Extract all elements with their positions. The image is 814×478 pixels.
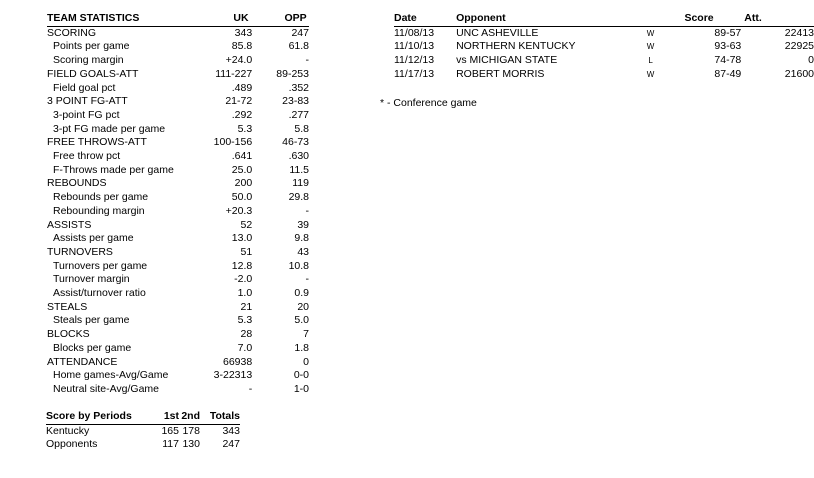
game-date: 11/12/13 [394,54,435,67]
uk-column-header: UK [180,12,252,26]
game-results-body [394,26,814,81]
stat-opp-value: 119 [292,177,309,190]
game-attendance: 0 [808,54,814,67]
stat-opp-value: 1-0 [293,382,309,395]
period-second-half: 130 [182,438,200,451]
stat-uk-value: 52 [240,218,253,231]
stat-label: Turnover margin [53,273,130,286]
stat-uk-value: 21-72 [225,95,253,108]
period-team: Kentucky [46,424,90,437]
stat-uk-value: .489 [231,81,253,94]
stat-label: Rebounding margin [53,204,145,217]
stat-opp-value: 29.8 [288,191,309,204]
stat-opp-value: 0 [303,355,309,368]
stat-label: FREE THROWS-ATT [47,136,147,149]
stat-uk-value: 100-156 [213,136,253,149]
score-by-periods-body [46,424,240,452]
stat-label: Home games-Avg/Game [53,369,169,382]
stat-uk-value: .641 [231,150,253,163]
game-opponent: vs MICHIGAN STATE [456,54,558,67]
stat-label: TURNOVERS [47,245,113,258]
game-opponent: ROBERT MORRIS [456,67,545,80]
period-second-half: 178 [182,424,200,437]
game-opponent: UNC ASHEVILLE [456,26,539,39]
stat-row [47,356,309,370]
stat-opp-value: .352 [288,81,309,94]
date-column-header: Date [394,12,456,26]
stat-label: Assist/turnover ratio [53,287,146,300]
stat-opp-value: - [305,54,309,67]
game-date: 11/10/13 [394,40,435,53]
stat-label: 3-point FG pct [53,108,120,121]
attendance-column-header: Att. [744,12,814,26]
game-opponent: NORTHERN KENTUCKY [456,40,576,53]
game-results-table [394,12,814,82]
stat-row [47,150,309,164]
stat-row [47,68,309,82]
game-results-section [394,12,814,82]
stat-label: REBOUNDS [47,177,107,190]
stat-uk-value: +20.3 [225,204,253,217]
result-column-header [631,12,671,26]
game-attendance: 22413 [784,26,814,39]
stat-uk-value: 200 [234,177,253,190]
stat-opp-value: 43 [297,245,309,258]
stat-opp-value: 5.8 [294,122,309,135]
game-date: 11/17/13 [394,67,435,80]
game-result: W [646,42,655,52]
stat-row [47,219,309,233]
stat-row [47,164,309,178]
stat-label: STEALS [47,300,88,313]
stat-label: Free throw pct [53,150,121,163]
stat-opp-value: 10.8 [288,259,309,272]
stat-row [47,301,309,315]
game-score: 74-78 [714,54,742,67]
stat-label: ASSISTS [47,218,92,231]
game-date: 11/08/13 [394,26,435,39]
stat-row [47,177,309,191]
totals-header: Totals [200,410,240,424]
stat-opp-value: 46-73 [282,136,309,149]
stat-label: 3-pt FG made per game [53,122,166,135]
stat-row [47,383,309,397]
stat-row [47,54,309,68]
stat-row [47,205,309,219]
stat-uk-value: 3-22313 [213,369,253,382]
team-statistics-body [47,26,309,396]
stat-row [47,82,309,96]
stat-opp-value: .277 [288,108,309,121]
stat-label: Neutral site-Avg/Game [53,382,160,395]
period-total: 247 [222,438,240,451]
game-results-header-row [394,12,814,26]
game-score: 89-57 [714,26,742,39]
stat-opp-value: 9.8 [294,232,309,245]
stat-uk-value: 66938 [223,355,253,368]
stat-uk-value: .292 [231,108,253,121]
game-row [394,68,814,82]
stat-label: 3 POINT FG-ATT [47,95,128,108]
game-attendance: 22925 [784,40,814,53]
stat-label: Assists per game [53,232,134,245]
score-by-periods-table [46,410,240,452]
stat-row [47,273,309,287]
period-first-half: 165 [161,424,179,437]
game-result: L [648,56,653,66]
first-half-header: 1st [158,410,179,424]
stat-row [47,232,309,246]
game-score: 93-63 [714,40,742,53]
stat-row [47,109,309,123]
score-by-periods-section [46,410,240,452]
stat-label: F-Throws made per game [53,163,174,176]
stat-row [47,191,309,205]
stat-row [47,369,309,383]
stat-label: Steals per game [53,314,130,327]
stat-row [47,123,309,137]
stat-label: ATTENDANCE [47,355,118,368]
stat-opp-value: 89-253 [276,67,309,80]
stat-label: SCORING [47,26,97,39]
stat-opp-value: 1.8 [294,341,309,354]
stat-row [47,40,309,54]
stat-uk-value: 5.3 [237,122,253,135]
stat-opp-value: 11.5 [289,163,309,176]
stat-uk-value: 1.0 [237,287,253,300]
game-score: 87-49 [714,67,742,80]
stat-uk-value: +24.0 [225,54,253,67]
stat-uk-value: 21 [240,300,253,313]
stat-row [47,287,309,301]
stat-opp-value: - [305,204,309,217]
game-result: W [646,69,655,79]
game-attendance: 21600 [784,67,814,80]
stat-label: BLOCKS [47,328,90,341]
game-row [394,40,814,54]
stat-label: Rebounds per game [53,191,149,204]
stat-opp-value: 23-83 [282,95,309,108]
stat-uk-value: 343 [234,26,253,39]
stat-uk-value: 13.0 [231,232,253,245]
stat-uk-value: 50.0 [231,191,253,204]
stat-label: Scoring margin [53,54,124,67]
stat-opp-value: 0.9 [294,287,309,300]
game-result: W [646,28,655,38]
stat-opp-value: 20 [297,300,309,313]
stat-opp-value: 5.0 [294,314,309,327]
team-statistics-header-row [47,12,309,26]
stat-row [47,95,309,109]
opponent-column-header: Opponent [456,12,631,26]
stat-opp-value: 39 [297,218,309,231]
stat-row [47,328,309,342]
stat-uk-value: 12.8 [231,259,253,272]
opp-column-header: OPP [252,12,309,26]
stat-opp-value: 247 [291,26,309,39]
period-team: Opponents [46,438,98,451]
stat-uk-value: - [248,382,253,395]
stat-label: Points per game [53,40,130,53]
stat-uk-value: 7.0 [237,341,253,354]
score-by-periods-header-row [46,410,240,424]
stat-row [47,260,309,274]
stat-label: Turnovers per game [53,259,148,272]
period-row [46,438,240,452]
stat-uk-value: 28 [240,328,253,341]
stat-uk-value: 111-227 [215,67,253,80]
score-by-periods-title: Score by Periods [46,410,158,424]
stat-uk-value: 5.3 [237,314,253,327]
stat-label: Field goal pct [53,81,116,94]
team-statistics-table [47,12,309,397]
stat-label: FIELD GOALS-ATT [47,67,139,80]
stat-uk-value: 85.8 [231,40,253,53]
conference-game-note: * - Conference game [380,97,477,109]
stat-row [47,314,309,328]
stat-row [47,342,309,356]
second-half-header: 2nd [179,410,200,424]
stat-row [47,136,309,150]
stat-opp-value: - [305,273,309,286]
stat-opp-value: 7 [303,328,309,341]
stat-row [47,26,309,40]
team-statistics-section [47,12,309,397]
stat-uk-value: 25.0 [231,163,253,176]
period-total: 343 [222,424,240,437]
stat-opp-value: 61.8 [288,40,309,53]
stat-opp-value: .630 [288,150,309,163]
score-column-header: Score [670,12,744,26]
team-statistics-title: TEAM STATISTICS [47,12,180,26]
game-row [394,26,814,40]
stat-opp-value: 0-0 [293,369,309,382]
stat-label: Blocks per game [53,341,132,354]
game-row [394,54,814,68]
stat-uk-value: 51 [240,245,253,258]
stat-row [47,246,309,260]
stat-uk-value: -2.0 [234,273,253,286]
period-row [46,424,240,438]
period-first-half: 117 [162,438,179,451]
